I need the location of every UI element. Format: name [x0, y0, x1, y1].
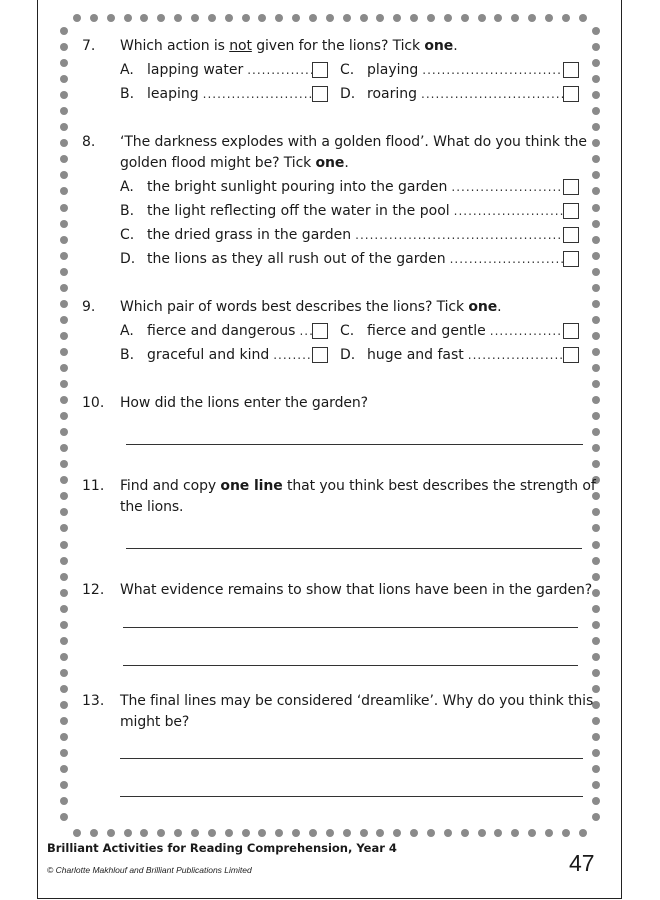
dot-leader [450, 247, 563, 271]
border-dot [90, 829, 98, 837]
border-dot [592, 701, 600, 709]
border-dot [592, 428, 600, 436]
tick-box[interactable] [312, 62, 328, 78]
border-dot [592, 797, 600, 805]
border-dot [592, 396, 600, 404]
border-dot [592, 107, 600, 115]
prompt-text: that you think best describes the strength of [282, 478, 596, 494]
option-b[interactable] [120, 343, 328, 367]
border-dot [360, 14, 368, 22]
dot-leader [299, 319, 312, 343]
question-prompt-line2 [120, 151, 349, 175]
border-dot [208, 829, 216, 837]
option-letter: A. [120, 323, 134, 339]
border-dot [60, 91, 68, 99]
border-dot [592, 316, 600, 324]
option-text: roaring [367, 86, 417, 102]
border-dot [60, 669, 68, 677]
border-dot [427, 14, 435, 22]
border-dot [242, 829, 250, 837]
dotted-border-bottom [73, 829, 587, 837]
border-dot [592, 364, 600, 372]
border-dot [60, 781, 68, 789]
border-dot [60, 123, 68, 131]
tick-box[interactable] [563, 323, 579, 339]
border-dot [225, 14, 233, 22]
prompt-text: . [453, 38, 458, 54]
dot-leader [421, 82, 563, 106]
border-dot [592, 43, 600, 51]
option-text: huge and fast [367, 347, 464, 363]
border-dot [592, 717, 600, 725]
border-dot [592, 236, 600, 244]
border-dot [376, 14, 384, 22]
option-a[interactable] [120, 319, 328, 343]
border-dot [60, 380, 68, 388]
border-dot [60, 171, 68, 179]
option-text: lapping water [147, 62, 244, 78]
answer-line[interactable] [120, 796, 583, 797]
border-dot [60, 492, 68, 500]
border-dot [461, 829, 469, 837]
option-c[interactable] [120, 223, 579, 247]
border-dot [60, 717, 68, 725]
border-dot [60, 75, 68, 83]
border-dot [60, 813, 68, 821]
option-b[interactable] [120, 199, 579, 223]
dot-leader [422, 58, 563, 82]
border-dot [592, 268, 600, 276]
question-prompt: How did the lions enter the garden? [120, 395, 368, 411]
border-dot [60, 348, 68, 356]
question-prompt: What evidence remains to show that lions have been in the garden? [120, 582, 593, 598]
border-dot [60, 332, 68, 340]
border-dot [592, 524, 600, 532]
option-text: the dried grass in the garden [147, 227, 352, 243]
border-dot [592, 653, 600, 661]
border-dot [174, 829, 182, 837]
option-text: fierce and gentle [367, 323, 486, 339]
border-dot [60, 428, 68, 436]
dot-leader [451, 175, 563, 199]
question-prompt [120, 34, 458, 58]
border-dot [60, 107, 68, 115]
border-dot [258, 14, 266, 22]
border-dot [545, 829, 553, 837]
option-text: the bright sunlight pouring into the garden [147, 179, 448, 195]
border-dot [309, 829, 317, 837]
border-dot [444, 829, 452, 837]
option-letter: A. [120, 62, 134, 78]
border-dot [60, 797, 68, 805]
border-dot [592, 573, 600, 581]
dotted-border-top [73, 14, 587, 22]
border-dot [60, 284, 68, 292]
border-dot [592, 59, 600, 67]
border-dot [60, 573, 68, 581]
border-dot [60, 605, 68, 613]
border-dot [343, 14, 351, 22]
prompt-text: golden flood might be? Tick [120, 155, 316, 171]
border-dot [592, 284, 600, 292]
border-dot [60, 220, 68, 228]
prompt-text: Which pair of words best describes the lions? Tick [120, 299, 469, 315]
border-dot [258, 829, 266, 837]
border-dot [444, 14, 452, 22]
option-b[interactable] [120, 82, 328, 106]
option-a[interactable] [120, 175, 579, 199]
border-dot [60, 268, 68, 276]
border-dot [60, 155, 68, 163]
question-prompt [120, 295, 502, 319]
tick-box[interactable] [312, 86, 328, 102]
answer-line[interactable] [126, 548, 582, 549]
border-dot [461, 14, 469, 22]
border-dot [60, 43, 68, 51]
border-dot [191, 829, 199, 837]
border-dot [592, 139, 600, 147]
border-dot [191, 14, 199, 22]
prompt-bold: one line [220, 478, 283, 494]
question-prompt-line1: ‘The darkness explodes with a golden flood’. What do you think the [120, 134, 587, 150]
prompt-bold: one [468, 299, 498, 315]
question-prompt-line1 [120, 474, 596, 498]
border-dot [592, 204, 600, 212]
border-dot [592, 733, 600, 741]
prompt-text: Find and copy [120, 478, 221, 494]
border-dot [90, 14, 98, 22]
border-dot [107, 829, 115, 837]
border-dot [376, 829, 384, 837]
option-letter: B. [120, 203, 135, 219]
tick-box[interactable] [563, 251, 579, 267]
border-dot [60, 541, 68, 549]
dot-leader [203, 82, 312, 106]
border-dot [242, 14, 250, 22]
border-dot [60, 701, 68, 709]
border-dot [592, 300, 600, 308]
border-dot [592, 252, 600, 260]
border-dot [592, 605, 600, 613]
border-dot [528, 829, 536, 837]
border-dot [60, 444, 68, 452]
border-dot [393, 829, 401, 837]
option-c[interactable] [340, 319, 579, 343]
prompt-text: . [344, 155, 349, 171]
tick-box[interactable] [563, 86, 579, 102]
border-dot [140, 829, 148, 837]
border-dot [562, 14, 570, 22]
border-dot [592, 685, 600, 693]
border-dot [309, 14, 317, 22]
border-dot [494, 829, 502, 837]
prompt-bold: one [424, 38, 454, 54]
border-dot [275, 14, 283, 22]
border-dot [410, 829, 418, 837]
dot-leader [247, 58, 312, 82]
border-dot [592, 781, 600, 789]
border-dot [592, 332, 600, 340]
prompt-underlined: not [229, 38, 252, 54]
answer-line[interactable] [123, 665, 578, 666]
question-number: 12. [82, 582, 105, 598]
border-dot [494, 14, 502, 22]
option-c[interactable] [340, 58, 579, 82]
border-dot [60, 621, 68, 629]
border-dot [60, 252, 68, 260]
border-dot [592, 589, 600, 597]
answer-line[interactable] [123, 627, 578, 628]
option-text: the light reflecting off the water in the pool [147, 203, 450, 219]
option-letter: C. [340, 323, 355, 339]
border-dot [157, 829, 165, 837]
border-dot [60, 59, 68, 67]
border-dot [592, 187, 600, 195]
border-dot [60, 589, 68, 597]
border-dot [60, 508, 68, 516]
option-letter: D. [340, 86, 356, 102]
border-dot [579, 829, 587, 837]
border-dot [528, 14, 536, 22]
border-dot [592, 765, 600, 773]
border-dot [60, 187, 68, 195]
prompt-bold: one [315, 155, 345, 171]
border-dot [511, 14, 519, 22]
border-dot [478, 829, 486, 837]
border-dot [360, 829, 368, 837]
border-dot [592, 220, 600, 228]
question-number: 13. [82, 693, 105, 709]
border-dot [592, 444, 600, 452]
option-letter: B. [120, 347, 135, 363]
option-text: leaping [147, 86, 199, 102]
border-dot [592, 123, 600, 131]
option-letter: C. [340, 62, 355, 78]
option-d[interactable] [340, 82, 579, 106]
question-prompt-line1: The final lines may be considered ‘dreamlike’. Why do you think this [120, 693, 594, 709]
border-dot [60, 637, 68, 645]
tick-box[interactable] [563, 179, 579, 195]
option-a[interactable] [120, 58, 328, 82]
option-text: fierce and dangerous [147, 323, 296, 339]
border-dot [592, 621, 600, 629]
option-text: playing [367, 62, 419, 78]
border-dot [60, 749, 68, 757]
option-d[interactable] [120, 247, 579, 271]
answer-line[interactable] [120, 758, 583, 759]
question-prompt-line2: the lions. [120, 499, 184, 515]
border-dot [592, 412, 600, 420]
border-dot [410, 14, 418, 22]
border-dot [292, 829, 300, 837]
border-dot [60, 364, 68, 372]
border-dot [592, 27, 600, 35]
border-dot [225, 829, 233, 837]
border-dot [174, 14, 182, 22]
border-dot [124, 829, 132, 837]
border-dot [592, 460, 600, 468]
border-dot [511, 829, 519, 837]
border-dot [592, 508, 600, 516]
option-letter: B. [120, 86, 135, 102]
border-dot [592, 541, 600, 549]
tick-box[interactable] [563, 227, 579, 243]
border-dot [60, 765, 68, 773]
dot-leader [454, 199, 563, 223]
border-dot [427, 829, 435, 837]
border-dot [579, 14, 587, 22]
border-dot [60, 300, 68, 308]
option-letter: D. [340, 347, 356, 363]
border-dot [592, 557, 600, 565]
border-dot [292, 14, 300, 22]
tick-box[interactable] [312, 347, 328, 363]
question-number: 7. [82, 38, 96, 54]
question-number: 9. [82, 299, 96, 315]
border-dot [592, 348, 600, 356]
border-dot [326, 829, 334, 837]
border-dot [60, 396, 68, 404]
border-dot [592, 380, 600, 388]
border-dot [592, 155, 600, 163]
border-dot [124, 14, 132, 22]
border-dot [60, 733, 68, 741]
dot-leader [273, 343, 312, 367]
border-dot [326, 14, 334, 22]
prompt-text: Which action is [120, 38, 230, 54]
border-dot [140, 14, 148, 22]
border-dot [60, 236, 68, 244]
option-text: graceful and kind [147, 347, 270, 363]
border-dot [60, 27, 68, 35]
border-dot [478, 14, 486, 22]
border-dot [275, 829, 283, 837]
tick-box[interactable] [563, 347, 579, 363]
prompt-text: given for the lions? Tick [251, 38, 425, 54]
border-dot [60, 557, 68, 565]
dot-leader [355, 223, 563, 247]
border-dot [60, 685, 68, 693]
border-dot [60, 204, 68, 212]
answer-line[interactable] [126, 444, 583, 445]
border-dot [107, 14, 115, 22]
border-dot [592, 669, 600, 677]
option-d[interactable] [340, 343, 579, 367]
tick-box[interactable] [312, 323, 328, 339]
dotted-border-right [592, 27, 600, 822]
border-dot [60, 139, 68, 147]
border-dot [562, 829, 570, 837]
prompt-text: . [497, 299, 502, 315]
border-dot [60, 524, 68, 532]
border-dot [592, 749, 600, 757]
border-dot [60, 316, 68, 324]
question-number: 10. [82, 395, 105, 411]
question-number: 8. [82, 134, 96, 150]
border-dot [60, 460, 68, 468]
border-dot [60, 476, 68, 484]
option-letter: A. [120, 179, 134, 195]
dot-leader [490, 319, 563, 343]
tick-box[interactable] [563, 203, 579, 219]
option-letter: D. [120, 251, 136, 267]
border-dot [592, 637, 600, 645]
border-dot [592, 813, 600, 821]
border-dot [73, 829, 81, 837]
border-dot [592, 75, 600, 83]
option-text: the lions as they all rush out of the garden [147, 251, 446, 267]
border-dot [592, 91, 600, 99]
border-dot [60, 412, 68, 420]
page-number: 47 [569, 850, 595, 876]
border-dot [393, 14, 401, 22]
border-dot [545, 14, 553, 22]
border-dot [157, 14, 165, 22]
dotted-border-left [60, 27, 68, 822]
option-letter: C. [120, 227, 135, 243]
question-number: 11. [82, 478, 105, 494]
dot-leader [468, 343, 563, 367]
book-title: Brilliant Activities for Reading Comprehension, Year 4 [47, 841, 397, 855]
question-prompt-line2: might be? [120, 714, 190, 730]
tick-box[interactable] [563, 62, 579, 78]
copyright-notice: © Charlotte Makhlouf and Brilliant Publications Limited [47, 865, 252, 875]
border-dot [592, 171, 600, 179]
border-dot [73, 14, 81, 22]
border-dot [60, 653, 68, 661]
border-dot [343, 829, 351, 837]
border-dot [208, 14, 216, 22]
